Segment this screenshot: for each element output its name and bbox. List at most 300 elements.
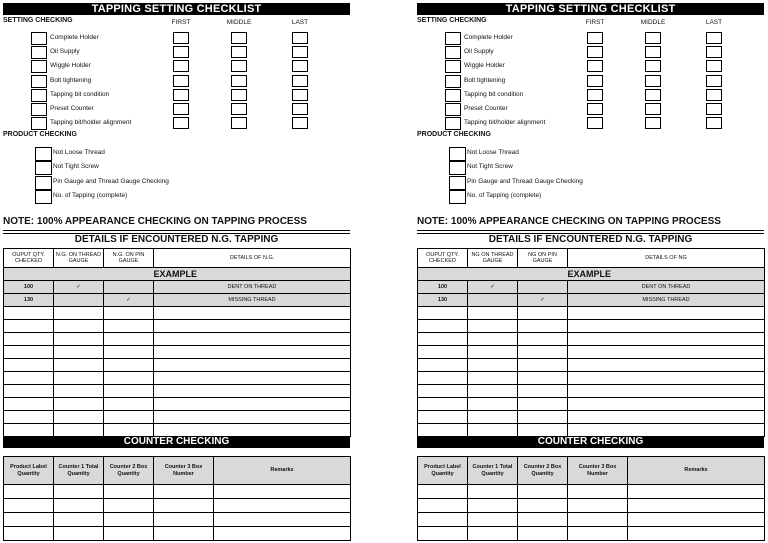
ng-header-cell: NG ON PIN GAUGE [518, 249, 568, 268]
ng-entry-cell[interactable] [568, 359, 765, 372]
ng-entry-row [418, 372, 765, 385]
ng-entry-cell[interactable] [468, 385, 518, 398]
setting-item-label: Tapping bit condition [464, 90, 524, 98]
checkbox[interactable] [445, 32, 461, 45]
example-thread-cell: ✓ [54, 281, 104, 294]
setting-row [3, 117, 350, 129]
product-row [417, 176, 764, 188]
ng-entry-cell[interactable] [468, 320, 518, 333]
ng-entry-cell[interactable] [418, 385, 468, 398]
ng-entry-row [418, 411, 765, 424]
counter-entry-cell[interactable] [628, 527, 765, 541]
counter-entry-cell[interactable] [4, 499, 54, 513]
ng-entry-cell[interactable] [568, 307, 765, 320]
example-data-row [418, 281, 765, 294]
checkbox-first[interactable] [587, 60, 603, 72]
ng-entry-cell[interactable] [568, 398, 765, 411]
checkbox-first[interactable] [587, 117, 603, 129]
ng-entry-cell[interactable] [104, 307, 154, 320]
counter-header-cell: Remarks [628, 457, 765, 485]
product-row [3, 161, 350, 173]
checkbox-first[interactable] [173, 103, 189, 115]
checkbox-middle[interactable] [231, 117, 247, 129]
counter-table [3, 456, 351, 541]
setting-checking-label: SETTING CHECKING [3, 17, 73, 24]
ng-entry-cell[interactable] [418, 333, 468, 346]
example-details-cell: MISSING THREAD [154, 294, 351, 307]
counter-entry-row [418, 485, 765, 499]
ng-entry-cell[interactable] [518, 359, 568, 372]
checkbox-first[interactable] [173, 46, 189, 58]
counter-entry-cell[interactable] [518, 513, 568, 527]
checkbox-first[interactable] [173, 117, 189, 129]
ng-entry-row [418, 359, 765, 372]
counter-header-cell: Counter 3 Box Number [568, 457, 628, 485]
counter-entry-cell[interactable] [468, 485, 518, 499]
checkbox-first[interactable] [173, 75, 189, 87]
ng-entry-cell[interactable] [418, 411, 468, 424]
ng-entry-cell[interactable] [104, 359, 154, 372]
ng-entry-cell[interactable] [54, 359, 104, 372]
setting-item-label: Preset Counter [50, 105, 94, 112]
checkbox-last[interactable] [706, 60, 722, 72]
checkbox[interactable] [31, 117, 47, 130]
setting-item-label: Bolt tightening [464, 76, 506, 84]
ng-entry-cell[interactable] [468, 411, 518, 424]
ng-gap-row [4, 424, 351, 437]
ng-entry-row [4, 385, 351, 398]
ng-table [3, 248, 351, 437]
ng-entry-cell[interactable] [54, 372, 104, 385]
divider [417, 230, 764, 231]
counter-entry-cell[interactable] [418, 527, 468, 541]
example-details-cell: DENT ON THREAD [568, 281, 765, 294]
details-ng-title: DETAILS IF ENCOUNTERED N.G. TAPPING [74, 234, 279, 245]
counter-header-row [4, 457, 351, 485]
checkbox[interactable] [445, 46, 461, 59]
counter-checking-title: COUNTER CHECKING [3, 436, 350, 448]
counter-entry-cell[interactable] [4, 485, 54, 499]
ng-entry-cell[interactable] [418, 346, 468, 359]
checkbox-first[interactable] [587, 103, 603, 115]
ng-entry-cell[interactable] [154, 411, 351, 424]
checkbox-first[interactable] [587, 75, 603, 87]
checkbox[interactable] [31, 75, 47, 88]
ng-entry-row [4, 333, 351, 346]
checkbox[interactable] [445, 103, 461, 116]
counter-entry-cell[interactable] [518, 499, 568, 513]
setting-item-label: Oil Supply [50, 48, 80, 56]
ng-entry-cell[interactable] [54, 307, 104, 320]
ng-entry-cell[interactable] [518, 320, 568, 333]
counter-entry-cell[interactable] [214, 499, 351, 513]
checkbox[interactable] [449, 147, 466, 161]
product-item-label: No. of Tapping (complete) [467, 191, 542, 199]
ng-entry-row [418, 320, 765, 333]
product-item-label: Not Tight Screw [467, 163, 513, 171]
counter-entry-cell[interactable] [568, 485, 628, 499]
ng-entry-row [418, 398, 765, 411]
checkbox[interactable] [449, 176, 466, 190]
checkbox-last[interactable] [706, 32, 722, 44]
ng-gap-cell [518, 424, 568, 437]
setting-row [417, 89, 764, 101]
counter-entry-cell[interactable] [54, 485, 104, 499]
checkbox[interactable] [35, 147, 52, 161]
setting-row [417, 60, 764, 72]
ng-entry-cell[interactable] [54, 398, 104, 411]
checkbox-middle[interactable] [645, 117, 661, 129]
ng-entry-cell[interactable] [568, 346, 765, 359]
ng-header-cell: OUPUT QTY. CHECKED [418, 249, 468, 268]
counter-entry-cell[interactable] [4, 513, 54, 527]
ng-entry-row [418, 385, 765, 398]
counter-entry-cell[interactable] [104, 527, 154, 541]
ng-gap-row [418, 424, 765, 437]
counter-entry-cell[interactable] [468, 527, 518, 541]
ng-entry-cell[interactable] [4, 411, 54, 424]
ng-entry-cell[interactable] [104, 333, 154, 346]
checkbox[interactable] [445, 89, 461, 102]
ng-entry-cell[interactable] [154, 398, 351, 411]
ng-entry-cell[interactable] [518, 411, 568, 424]
example-pin-cell [518, 281, 568, 294]
checkbox[interactable] [445, 75, 461, 88]
setting-row [417, 117, 764, 129]
ng-entry-cell[interactable] [104, 372, 154, 385]
checkbox-last[interactable] [706, 46, 722, 58]
counter-header-cell: Counter 1 Total Quantity [468, 457, 518, 485]
counter-header-cell: Counter 1 Total Quantity [54, 457, 104, 485]
checkbox-first[interactable] [173, 60, 189, 72]
ng-entry-cell[interactable] [518, 372, 568, 385]
ng-entry-cell[interactable] [154, 385, 351, 398]
counter-entry-cell[interactable] [214, 513, 351, 527]
example-thread-cell [54, 294, 104, 307]
ng-entry-cell[interactable] [154, 333, 351, 346]
ng-header-row [4, 249, 351, 268]
counter-entry-cell[interactable] [54, 527, 104, 541]
ng-entry-cell[interactable] [154, 346, 351, 359]
setting-row [3, 32, 350, 44]
ng-entry-cell[interactable] [518, 346, 568, 359]
counter-entry-row [4, 499, 351, 513]
example-blank-cell [418, 268, 568, 281]
counter-entry-row [4, 527, 351, 541]
counter-table [417, 456, 765, 541]
example-row [4, 268, 351, 281]
checkbox[interactable] [31, 89, 47, 102]
column-header-last: LAST [705, 19, 723, 26]
product-item-label: Pin Gauge and Thread Gauge Checking [53, 177, 169, 185]
counter-entry-cell[interactable] [568, 527, 628, 541]
checkbox-first[interactable] [173, 89, 189, 101]
checkbox[interactable] [35, 190, 52, 204]
counter-entry-cell[interactable] [54, 499, 104, 513]
ng-header-cell: DETAILS OF NG [568, 249, 765, 268]
ng-entry-cell[interactable] [468, 372, 518, 385]
checkbox-last[interactable] [706, 103, 722, 115]
counter-entry-cell[interactable] [628, 513, 765, 527]
ng-entry-cell[interactable] [568, 372, 765, 385]
ng-entry-cell[interactable] [154, 320, 351, 333]
ng-entry-cell[interactable] [568, 411, 765, 424]
counter-entry-cell[interactable] [214, 485, 351, 499]
counter-entry-cell[interactable] [628, 485, 765, 499]
checkbox[interactable] [449, 190, 466, 204]
checkbox-last[interactable] [292, 117, 308, 129]
counter-entry-cell[interactable] [214, 527, 351, 541]
checkbox[interactable] [31, 60, 47, 73]
ng-entry-cell[interactable] [54, 320, 104, 333]
ng-entry-row [4, 398, 351, 411]
ng-entry-cell[interactable] [154, 372, 351, 385]
ng-entry-cell[interactable] [468, 346, 518, 359]
checkbox[interactable] [449, 161, 466, 175]
checklist-sheet [417, 0, 764, 543]
counter-header-cell: Remarks [214, 457, 351, 485]
ng-entry-row [4, 320, 351, 333]
example-label: EXAMPLE [568, 268, 765, 281]
ng-entry-cell[interactable] [418, 307, 468, 320]
ng-entry-cell[interactable] [4, 307, 54, 320]
counter-entry-cell[interactable] [568, 499, 628, 513]
example-thread-cell: ✓ [468, 281, 518, 294]
counter-entry-cell[interactable] [418, 485, 468, 499]
ng-entry-cell[interactable] [4, 333, 54, 346]
checkbox-middle[interactable] [645, 75, 661, 87]
checkbox[interactable] [31, 46, 47, 59]
ng-entry-cell[interactable] [104, 398, 154, 411]
ng-entry-cell[interactable] [104, 346, 154, 359]
counter-entry-cell[interactable] [518, 485, 568, 499]
checkbox-last[interactable] [706, 89, 722, 101]
ng-entry-cell[interactable] [468, 307, 518, 320]
counter-entry-cell[interactable] [154, 513, 214, 527]
checklist-sheet [3, 0, 350, 543]
counter-entry-cell[interactable] [418, 499, 468, 513]
setting-checking-label: SETTING CHECKING [417, 17, 487, 24]
ng-entry-cell[interactable] [518, 307, 568, 320]
ng-entry-cell[interactable] [468, 333, 518, 346]
product-item-label: Not Loose Thread [467, 149, 519, 156]
ng-entry-cell[interactable] [104, 385, 154, 398]
counter-entry-cell[interactable] [104, 499, 154, 513]
counter-entry-cell[interactable] [4, 527, 54, 541]
checkbox-middle[interactable] [231, 46, 247, 58]
setting-item-label: Complete Holder [50, 34, 99, 41]
checkbox-last[interactable] [292, 32, 308, 44]
counter-entry-cell[interactable] [468, 499, 518, 513]
checkbox-middle[interactable] [645, 32, 661, 44]
ng-entry-row [4, 307, 351, 320]
counter-entry-cell[interactable] [154, 499, 214, 513]
checkbox-first[interactable] [587, 89, 603, 101]
counter-entry-cell[interactable] [568, 513, 628, 527]
checkbox-middle[interactable] [645, 60, 661, 72]
checkbox-last[interactable] [706, 117, 722, 129]
appearance-note: NOTE: 100% APPEARANCE CHECKING ON TAPPING PROCESS [3, 216, 307, 227]
checkbox-first[interactable] [173, 32, 189, 44]
counter-entry-cell[interactable] [54, 513, 104, 527]
ng-entry-cell[interactable] [468, 398, 518, 411]
checkbox-middle[interactable] [231, 60, 247, 72]
product-item-label: Not Tight Screw [53, 163, 99, 171]
checkbox-last[interactable] [292, 89, 308, 101]
example-label: EXAMPLE [154, 268, 351, 281]
counter-entry-cell[interactable] [628, 499, 765, 513]
ng-entry-cell[interactable] [518, 333, 568, 346]
checkbox-middle[interactable] [231, 89, 247, 101]
setting-item-label: Complete Holder [464, 34, 513, 41]
counter-header-row [418, 457, 765, 485]
ng-entry-row [418, 333, 765, 346]
example-details-cell: DENT ON THREAD [154, 281, 351, 294]
ng-entry-row [418, 346, 765, 359]
ng-entry-cell[interactable] [54, 385, 104, 398]
setting-item-label: Wiggle Holder [50, 62, 91, 70]
ng-entry-cell[interactable] [4, 398, 54, 411]
ng-entry-cell[interactable] [4, 372, 54, 385]
product-item-label: Pin Gauge and Thread Gauge Checking [467, 177, 583, 185]
counter-header-cell: Counter 2 Box Quantity [104, 457, 154, 485]
setting-item-label: Wiggle Holder [464, 62, 505, 70]
ng-gap-cell [4, 424, 54, 437]
example-qty-cell: 100 [4, 281, 54, 294]
checkbox[interactable] [31, 32, 47, 45]
ng-gap-cell [154, 424, 351, 437]
product-item-label: No. of Tapping (complete) [53, 191, 128, 199]
example-thread-cell [468, 294, 518, 307]
example-pin-cell: ✓ [104, 294, 154, 307]
checkbox[interactable] [31, 103, 47, 116]
counter-entry-cell[interactable] [154, 527, 214, 541]
ng-entry-cell[interactable] [568, 385, 765, 398]
setting-item-label: Tapping bit/holder alignment [464, 119, 546, 127]
checkbox-last[interactable] [706, 75, 722, 87]
ng-entry-cell[interactable] [154, 307, 351, 320]
checkbox-middle[interactable] [645, 89, 661, 101]
column-header-middle: MIDDLE [226, 19, 252, 26]
example-data-row [4, 294, 351, 307]
checkbox-last[interactable] [292, 103, 308, 115]
checkbox-middle[interactable] [645, 103, 661, 115]
setting-row [417, 103, 764, 115]
ng-entry-cell[interactable] [54, 346, 104, 359]
counter-header-cell: Counter 3 Box Number [154, 457, 214, 485]
checkbox-middle[interactable] [645, 46, 661, 58]
ng-entry-cell[interactable] [418, 320, 468, 333]
product-row [3, 147, 350, 159]
example-qty-cell: 130 [418, 294, 468, 307]
example-blank-cell [4, 268, 154, 281]
ng-entry-cell[interactable] [54, 333, 104, 346]
ng-entry-row [4, 346, 351, 359]
ng-entry-cell[interactable] [568, 320, 765, 333]
checkbox[interactable] [35, 161, 52, 175]
ng-entry-cell[interactable] [4, 359, 54, 372]
checkbox-middle[interactable] [231, 32, 247, 44]
example-row [418, 268, 765, 281]
counter-entry-row [4, 513, 351, 527]
example-qty-cell: 130 [4, 294, 54, 307]
checkbox[interactable] [35, 176, 52, 190]
checkbox-last[interactable] [292, 60, 308, 72]
column-header-middle: MIDDLE [640, 19, 666, 26]
setting-item-label: Bolt tightening [50, 76, 92, 84]
ng-entry-row [4, 372, 351, 385]
ng-entry-cell[interactable] [104, 320, 154, 333]
counter-entry-row [418, 527, 765, 541]
checkbox-first[interactable] [587, 46, 603, 58]
checkbox-last[interactable] [292, 46, 308, 58]
setting-row [417, 46, 764, 58]
ng-entry-cell[interactable] [518, 385, 568, 398]
ng-entry-cell[interactable] [4, 320, 54, 333]
checkbox-first[interactable] [587, 32, 603, 44]
setting-row [3, 89, 350, 101]
counter-entry-cell[interactable] [104, 485, 154, 499]
ng-entry-cell[interactable] [54, 411, 104, 424]
ng-entry-cell[interactable] [4, 385, 54, 398]
product-row [417, 190, 764, 202]
ng-header-row [418, 249, 765, 268]
counter-entry-row [418, 513, 765, 527]
ng-entry-cell[interactable] [418, 359, 468, 372]
ng-entry-cell[interactable] [518, 398, 568, 411]
counter-entry-cell[interactable] [468, 513, 518, 527]
ng-table [417, 248, 765, 437]
ng-header-cell: N.G. ON THREAD GAUGE [54, 249, 104, 268]
ng-gap-cell [104, 424, 154, 437]
ng-entry-cell[interactable] [104, 411, 154, 424]
ng-gap-cell [418, 424, 468, 437]
checkbox-middle[interactable] [231, 103, 247, 115]
ng-entry-cell[interactable] [4, 346, 54, 359]
checkbox[interactable] [445, 117, 461, 130]
setting-row [3, 46, 350, 58]
column-header-first: FIRST [585, 19, 605, 26]
counter-entry-cell[interactable] [154, 485, 214, 499]
column-header-last: LAST [291, 19, 309, 26]
column-header-first: FIRST [171, 19, 191, 26]
counter-entry-row [4, 485, 351, 499]
counter-entry-cell[interactable] [418, 513, 468, 527]
checkbox-middle[interactable] [231, 75, 247, 87]
ng-entry-cell[interactable] [568, 333, 765, 346]
details-ng-title: DETAILS IF ENCOUNTERED N.G. TAPPING [488, 234, 693, 245]
checkbox[interactable] [445, 60, 461, 73]
counter-header-cell: Product Label Quantity [418, 457, 468, 485]
ng-header-cell: DETAILS OF N.G. [154, 249, 351, 268]
product-row [417, 147, 764, 159]
counter-entry-cell[interactable] [104, 513, 154, 527]
ng-entry-cell[interactable] [154, 359, 351, 372]
ng-entry-cell[interactable] [418, 372, 468, 385]
setting-row [3, 60, 350, 72]
setting-item-label: Preset Counter [464, 105, 508, 112]
checkbox-last[interactable] [292, 75, 308, 87]
product-checking-label: PRODUCT CHECKING [417, 131, 491, 138]
example-qty-cell: 100 [418, 281, 468, 294]
ng-entry-cell[interactable] [418, 398, 468, 411]
ng-entry-cell[interactable] [468, 359, 518, 372]
ng-entry-row [4, 359, 351, 372]
setting-row [3, 75, 350, 87]
counter-entry-cell[interactable] [518, 527, 568, 541]
ng-gap-cell [54, 424, 104, 437]
product-row [3, 190, 350, 202]
